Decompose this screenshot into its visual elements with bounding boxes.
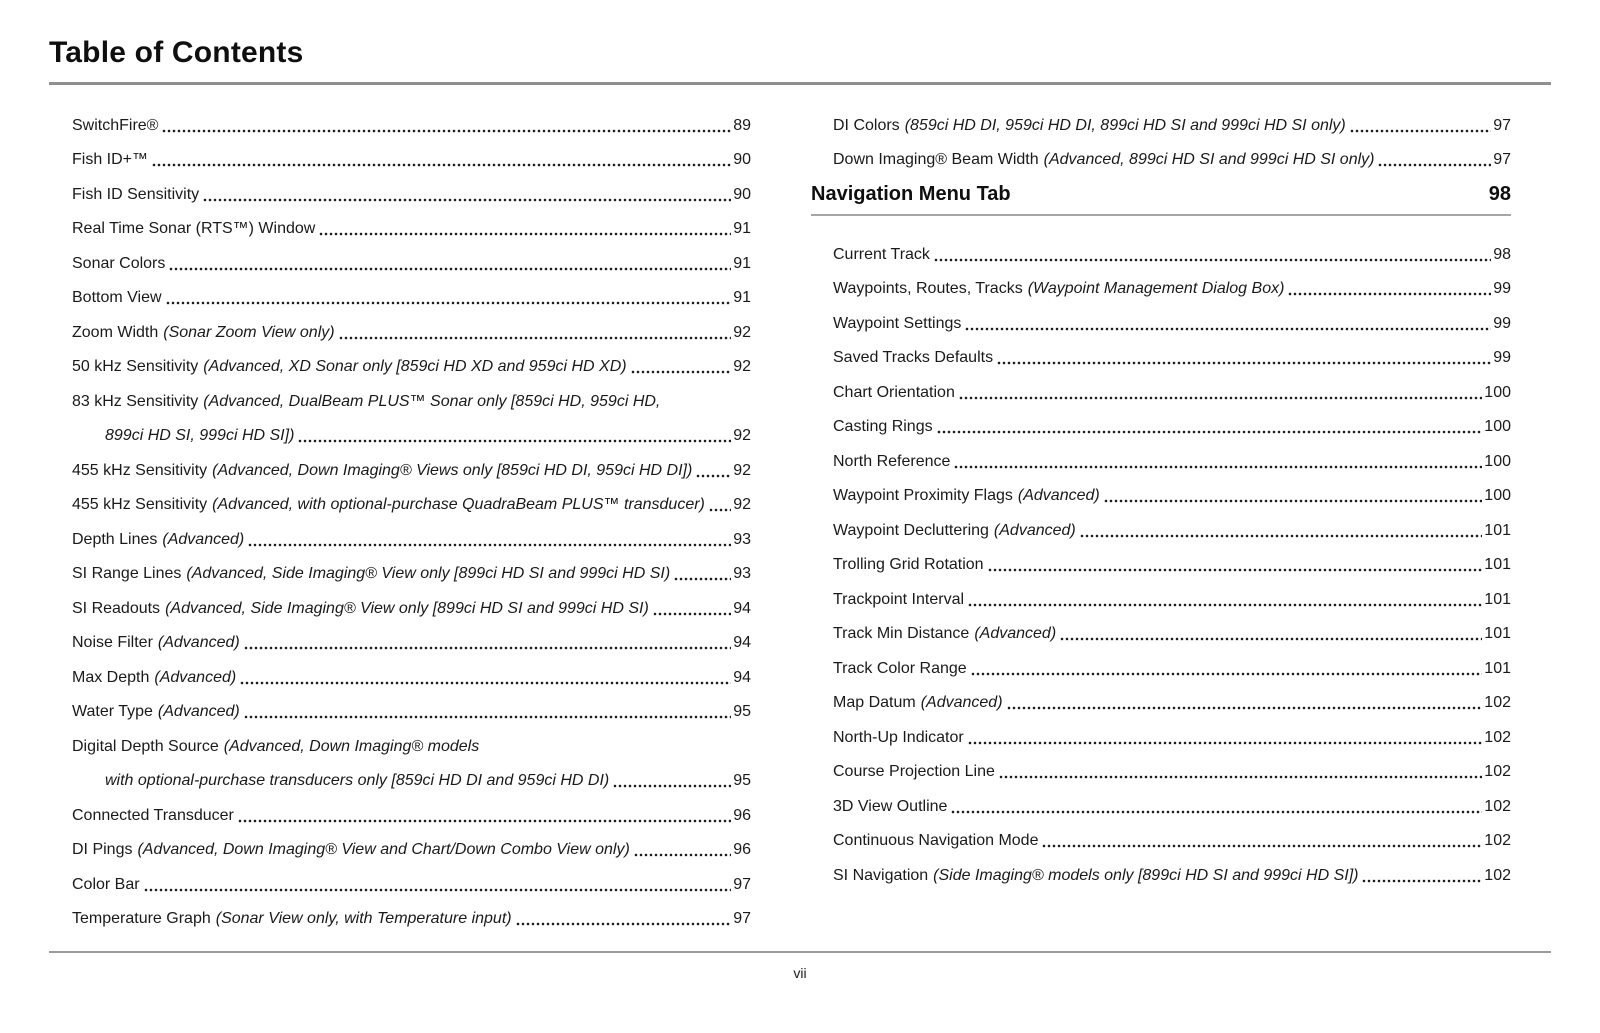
toc-entry-page: 99 xyxy=(1493,280,1511,297)
toc-entry-note: (Advanced) xyxy=(974,625,1057,642)
toc-entry-page: 91 xyxy=(733,289,751,306)
toc-entry-line xyxy=(811,541,1511,576)
toc-entry[interactable] xyxy=(811,403,1511,438)
toc-entry-line xyxy=(49,826,751,861)
toc-entry-page: 92 xyxy=(733,496,751,513)
toc-entry-note: (Advanced) xyxy=(993,521,1076,539)
page-title: Table of Contents xyxy=(49,36,304,69)
toc-entry-page: 102 xyxy=(1484,832,1511,849)
dot-leader xyxy=(248,515,731,550)
toc-entry-label: Noise Filter xyxy=(72,634,153,651)
toc-entry-label: 50 kHz Sensitivity xyxy=(72,358,199,375)
toc-entry-line xyxy=(811,817,1511,852)
toc-entry-label: Waypoint Decluttering xyxy=(833,521,989,539)
toc-entry-page: 90 xyxy=(733,185,751,203)
toc-entry-page: 102 xyxy=(1484,728,1511,746)
toc-entry-note: (Advanced) xyxy=(162,530,245,548)
toc-entry-line xyxy=(49,446,751,481)
toc-entry-label: 83 kHz Sensitivity xyxy=(72,392,199,410)
toc-entry-page: 101 xyxy=(1484,590,1511,608)
toc-entry-line2 xyxy=(49,412,751,447)
toc-entry-label: Temperature Graph xyxy=(72,910,211,927)
toc-entry-page: 97 xyxy=(733,910,751,927)
toc-entry-label: North-Up Indicator xyxy=(833,728,964,746)
toc-entry[interactable] xyxy=(49,101,751,136)
toc-entry-page: 100 xyxy=(1484,487,1511,504)
toc-entry-label: Depth Lines xyxy=(72,530,158,548)
toc-entry-line xyxy=(811,472,1511,507)
toc-entry-page: 101 xyxy=(1484,659,1511,677)
toc-entry-continuation: with optional-purchase transducers only [859ci HD DI and 959ci HD DI) xyxy=(105,772,610,789)
toc-entry-note: (Advanced, Side Imaging® View only [899ci HD SI and 999ci HD SI) xyxy=(186,565,671,582)
dot-leader xyxy=(631,343,732,378)
dot-leader xyxy=(653,584,731,619)
toc-entry-line xyxy=(811,610,1511,645)
toc-entry[interactable] xyxy=(49,170,751,205)
toc-entry[interactable] xyxy=(49,826,751,861)
toc-entry-note: (Advanced, with optional-purchase QuadraBeam PLUS™ transducer) xyxy=(212,496,705,513)
toc-entry-line xyxy=(49,343,751,378)
dot-leader xyxy=(613,757,731,792)
toc-entry-label: Continuous Navigation Mode xyxy=(833,832,1039,849)
toc-entry-note: (Advanced) xyxy=(157,634,240,651)
dot-leader xyxy=(144,860,732,895)
toc-column-left xyxy=(49,101,751,929)
toc-entry-page: 93 xyxy=(733,530,751,548)
toc-entry-label: 455 kHz Sensitivity xyxy=(72,461,208,479)
toc-entry-line xyxy=(811,644,1511,679)
toc-entry-page: 92 xyxy=(733,427,751,444)
toc-entry[interactable] xyxy=(811,472,1511,507)
dot-leader xyxy=(1378,136,1491,171)
toc-entry[interactable] xyxy=(49,515,751,550)
toc-entry-page: 93 xyxy=(733,565,751,582)
toc-entry-line xyxy=(49,205,751,240)
dot-leader xyxy=(674,550,731,585)
toc-entry[interactable] xyxy=(811,230,1511,265)
toc-entry-label: Color Bar xyxy=(72,875,140,893)
toc-entry-page: 95 xyxy=(733,772,751,789)
toc-entry-line xyxy=(49,791,751,826)
toc-entry-line xyxy=(811,713,1511,748)
dot-leader xyxy=(169,239,731,274)
toc-entry[interactable] xyxy=(49,446,751,481)
toc-entry-page: 100 xyxy=(1484,383,1511,401)
title-divider xyxy=(49,82,1551,85)
toc-entry[interactable] xyxy=(49,239,751,274)
toc-entry-note: (Sonar View only, with Temperature input) xyxy=(215,910,512,927)
toc-entry-label: Fish ID Sensitivity xyxy=(72,185,200,203)
toc-entry-label: Water Type xyxy=(72,703,153,720)
toc-entry-note: (Advanced, Down Imaging® Views only [859ci HD DI, 959ci HD DI]) xyxy=(212,461,693,479)
toc-entry-line xyxy=(811,265,1511,300)
dot-leader xyxy=(971,644,1483,679)
toc-entry[interactable] xyxy=(49,722,751,791)
toc-entry-label: Digital Depth Source xyxy=(72,737,219,755)
toc-entry[interactable] xyxy=(811,506,1511,541)
toc-entry[interactable] xyxy=(811,265,1511,300)
toc-entry[interactable] xyxy=(49,136,751,171)
toc-entry-label: Current Track xyxy=(833,245,930,263)
dot-leader xyxy=(339,308,732,343)
toc-entry-page: 96 xyxy=(733,841,751,858)
dot-leader xyxy=(1362,851,1482,886)
dot-leader xyxy=(968,575,1482,610)
toc-entry-page: 97 xyxy=(1493,151,1511,168)
toc-entry-line xyxy=(49,274,751,309)
toc-entry[interactable] xyxy=(811,817,1511,852)
toc-entry-page: 96 xyxy=(733,806,751,824)
dot-leader xyxy=(298,412,731,447)
toc-entry-label: North Reference xyxy=(833,452,951,470)
toc-entry-page: 89 xyxy=(733,116,751,134)
toc-entry-line1 xyxy=(49,722,751,757)
toc-entry[interactable] xyxy=(49,860,751,895)
toc-entry-label: 455 kHz Sensitivity xyxy=(72,496,208,513)
toc-entry-page: 97 xyxy=(1493,116,1511,134)
toc-entry[interactable] xyxy=(49,619,751,654)
dot-leader xyxy=(968,713,1483,748)
toc-entry-label: Map Datum xyxy=(833,694,916,711)
toc-entry-line xyxy=(49,136,751,171)
toc-entry[interactable] xyxy=(811,851,1511,886)
toc-entry-page: 97 xyxy=(733,875,751,893)
toc-entry-line1 xyxy=(49,377,751,412)
toc-section-page: 98 xyxy=(1488,183,1511,205)
dot-leader xyxy=(634,826,731,861)
toc-entry[interactable] xyxy=(49,791,751,826)
toc-entry-label: SI Readouts xyxy=(72,599,161,617)
toc-entry-label: Fish ID+™ xyxy=(72,151,149,168)
toc-entry[interactable] xyxy=(49,205,751,240)
toc-entry-note: (Advanced) xyxy=(154,668,237,686)
toc-entry-note: (Advanced, 899ci HD SI and 999ci HD SI only) xyxy=(1043,151,1375,168)
toc-section-title: Navigation Menu Tab xyxy=(811,183,1011,205)
toc-entry-label: Track Color Range xyxy=(833,659,967,677)
toc-entry-page: 94 xyxy=(733,599,751,617)
toc-entry[interactable] xyxy=(49,274,751,309)
toc-entry-line xyxy=(811,437,1511,472)
dot-leader xyxy=(516,895,732,930)
toc-entry-note: (Advanced) xyxy=(920,694,1003,711)
page-number-footer: vii xyxy=(793,965,807,981)
dot-leader xyxy=(951,782,1482,817)
dot-leader xyxy=(238,791,731,826)
toc-entry-label: SI Range Lines xyxy=(72,565,182,582)
dot-leader xyxy=(988,541,1483,576)
toc-entry-label: Course Projection Line xyxy=(833,763,995,780)
toc-entry-label: Zoom Width xyxy=(72,323,159,341)
dot-leader xyxy=(1007,679,1483,714)
toc-entry-page: 92 xyxy=(733,323,751,341)
toc-entry[interactable] xyxy=(49,895,751,930)
toc-entry-note: (Advanced) xyxy=(1017,487,1100,504)
toc-entry[interactable] xyxy=(49,653,751,688)
dot-leader xyxy=(166,274,732,309)
toc-entry-line xyxy=(811,136,1511,171)
toc-entry[interactable] xyxy=(49,584,751,619)
toc-entry-label: Waypoints, Routes, Tracks xyxy=(833,280,1023,297)
toc-entry-line xyxy=(811,575,1511,610)
toc-entry-page: 101 xyxy=(1484,521,1511,539)
toc-entry-line xyxy=(811,101,1511,136)
toc-entry-line xyxy=(49,860,751,895)
toc-entry-line2 xyxy=(49,757,751,792)
toc-entry-note: (Waypoint Management Dialog Box) xyxy=(1027,280,1285,297)
toc-entry-label: Sonar Colors xyxy=(72,254,166,272)
toc-entry-line xyxy=(811,748,1511,783)
dot-leader xyxy=(1080,506,1483,541)
toc-entry-note: (Advanced, Down Imaging® models xyxy=(223,737,480,755)
toc-entry-label: Waypoint Proximity Flags xyxy=(833,487,1013,504)
toc-entry[interactable] xyxy=(49,688,751,723)
toc-entry-line xyxy=(49,308,751,343)
toc-entry-note: (Side Imaging® models only [899ci HD SI and 999ci HD SI]) xyxy=(933,866,1359,884)
toc-entry-note: (Advanced, DualBeam PLUS™ Sonar only [859ci HD, 959ci HD, xyxy=(203,392,661,410)
toc-entry-continuation: 899ci HD SI, 999ci HD SI]) xyxy=(105,427,295,444)
toc-entry-line xyxy=(49,170,751,205)
toc-entry[interactable] xyxy=(811,713,1511,748)
toc-entry-page: 94 xyxy=(733,668,751,686)
toc-entry-line xyxy=(49,653,751,688)
toc-entry[interactable] xyxy=(811,541,1511,576)
toc-entry[interactable] xyxy=(811,782,1511,817)
toc-entry-note: (Advanced, XD Sonar only [859ci HD XD and 959ci HD XD) xyxy=(203,358,627,375)
dot-leader xyxy=(162,101,731,136)
toc-entry[interactable] xyxy=(811,101,1511,136)
toc-entry-page: 91 xyxy=(733,254,751,272)
toc-entry[interactable] xyxy=(811,368,1511,403)
dot-leader xyxy=(1060,610,1482,645)
toc-entry-label: DI Pings xyxy=(72,841,133,858)
toc-entry[interactable] xyxy=(811,748,1511,783)
toc-entry-label: Down Imaging® Beam Width xyxy=(833,151,1039,168)
toc-entry-label: Casting Rings xyxy=(833,418,933,435)
toc-entry-page: 100 xyxy=(1484,452,1511,470)
toc-entry-label: Chart Orientation xyxy=(833,383,955,401)
toc-entry-page: 91 xyxy=(733,220,751,237)
toc-entry-label: Trolling Grid Rotation xyxy=(833,556,984,573)
toc-entry-page: 101 xyxy=(1484,625,1511,642)
toc-entry-page: 94 xyxy=(733,634,751,651)
dot-leader xyxy=(152,136,731,171)
toc-entry[interactable] xyxy=(811,299,1511,334)
toc-column-right xyxy=(811,101,1511,929)
toc-entry-line xyxy=(49,895,751,930)
toc-entry-line xyxy=(811,782,1511,817)
dot-leader xyxy=(959,368,1482,403)
dot-leader xyxy=(1288,265,1491,300)
toc-entry-label: Trackpoint Interval xyxy=(833,590,965,608)
dot-leader xyxy=(997,334,1491,369)
dot-leader xyxy=(203,170,731,205)
toc-entry-note: (859ci HD DI, 959ci HD DI, 899ci HD SI and 999ci HD SI only) xyxy=(904,116,1346,134)
toc-entry-label: DI Colors xyxy=(833,116,900,134)
toc-entry-note: (Advanced) xyxy=(157,703,240,720)
toc-entry-label: Track Min Distance xyxy=(833,625,970,642)
toc-entry-line xyxy=(49,239,751,274)
toc-entry[interactable] xyxy=(811,644,1511,679)
toc-entry-line xyxy=(811,334,1511,369)
toc-entry-page: 101 xyxy=(1484,556,1511,573)
dot-leader xyxy=(934,230,1491,265)
toc-entry-line xyxy=(49,550,751,585)
toc-entry[interactable] xyxy=(49,377,751,446)
toc-entry-page: 98 xyxy=(1493,245,1511,263)
toc-entry-page: 99 xyxy=(1493,314,1511,332)
toc-entry[interactable] xyxy=(811,437,1511,472)
toc-entry-line xyxy=(49,515,751,550)
toc-entry[interactable] xyxy=(811,334,1511,369)
toc-entry-label: 3D View Outline xyxy=(833,797,948,815)
toc-entry-line xyxy=(49,481,751,516)
toc-entry-line xyxy=(811,851,1511,886)
toc-entry-label: SwitchFire® xyxy=(72,116,159,134)
toc-entry-line xyxy=(811,679,1511,714)
toc-entry[interactable] xyxy=(811,136,1511,171)
toc-entry-page: 102 xyxy=(1484,694,1511,711)
toc-entry-line xyxy=(811,230,1511,265)
toc-entry[interactable] xyxy=(811,575,1511,610)
dot-leader xyxy=(999,748,1482,783)
toc-entry-page: 92 xyxy=(733,461,751,479)
dot-leader xyxy=(954,437,1482,472)
toc-entry-label: Real Time Sonar (RTS™) Window xyxy=(72,220,316,237)
dot-leader xyxy=(965,299,1491,334)
toc-entry-line xyxy=(49,584,751,619)
toc-entry[interactable] xyxy=(49,550,751,585)
dot-leader xyxy=(709,481,731,516)
dot-leader xyxy=(696,446,731,481)
toc-entry-page: 90 xyxy=(733,151,751,168)
dot-leader xyxy=(1350,101,1491,136)
dot-leader xyxy=(937,403,1483,438)
toc-columns xyxy=(49,101,1551,929)
toc-entry-label: Waypoint Settings xyxy=(833,314,962,332)
toc-entry-line xyxy=(49,101,751,136)
toc-entry[interactable] xyxy=(49,308,751,343)
toc-entry-line xyxy=(49,688,751,723)
toc-entry-line xyxy=(49,619,751,654)
dot-leader xyxy=(1104,472,1483,507)
toc-section-header[interactable] xyxy=(811,182,1511,216)
toc-entry-note: (Advanced, Down Imaging® View and Chart/Down Combo View only) xyxy=(137,841,630,858)
toc-entry[interactable] xyxy=(811,610,1511,645)
dot-leader xyxy=(319,205,731,240)
toc-entry-label: Connected Transducer xyxy=(72,806,234,824)
toc-entry-label: SI Navigation xyxy=(833,866,929,884)
toc-entry-line xyxy=(811,506,1511,541)
toc-entry-note: (Advanced, Side Imaging® View only [899ci HD SI and 999ci HD SI) xyxy=(165,599,649,617)
toc-entry[interactable] xyxy=(49,481,751,516)
toc-entry-line xyxy=(811,403,1511,438)
dot-leader xyxy=(244,619,731,654)
dot-leader xyxy=(244,688,731,723)
toc-entry-page: 102 xyxy=(1484,763,1511,780)
toc-entry-line xyxy=(811,299,1511,334)
toc-entry-page: 100 xyxy=(1484,418,1511,435)
toc-entry[interactable] xyxy=(49,343,751,378)
toc-entry[interactable] xyxy=(811,679,1511,714)
toc-entry-page: 102 xyxy=(1484,866,1511,884)
footer-divider xyxy=(49,951,1551,953)
toc-entry-page: 92 xyxy=(733,358,751,375)
toc-entry-page: 95 xyxy=(733,703,751,720)
toc-entry-page: 102 xyxy=(1484,797,1511,815)
toc-entry-label: Bottom View xyxy=(72,289,162,306)
toc-entry-line xyxy=(811,368,1511,403)
toc-entry-label: Saved Tracks Defaults xyxy=(833,349,994,366)
toc-entry-page: 99 xyxy=(1493,349,1511,366)
toc-entry-label: Max Depth xyxy=(72,668,150,686)
dot-leader xyxy=(240,653,731,688)
dot-leader xyxy=(1042,817,1482,852)
toc-entry-note: (Sonar Zoom View only) xyxy=(163,323,335,341)
